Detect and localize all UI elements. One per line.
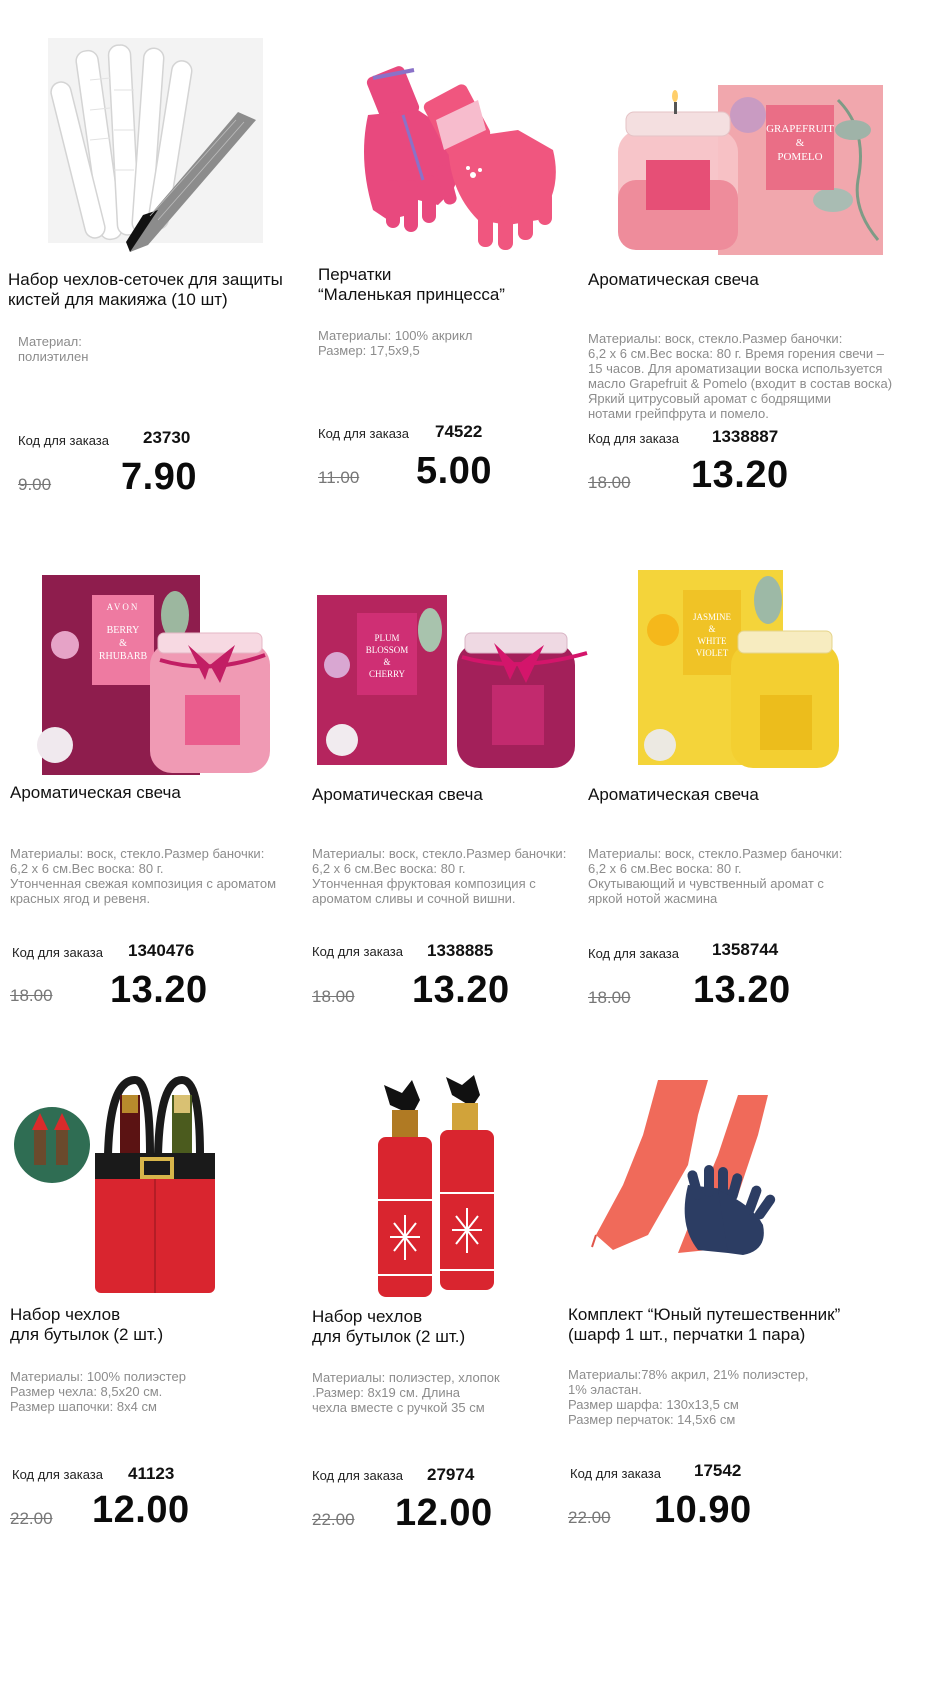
product-description: Материалы: полиэстер, хлопок .Размер: 8х19 см. Длина чехла вместе с ручкой 35 см: [312, 1370, 500, 1415]
knit-bottle-covers-image: [312, 1075, 612, 1315]
product-card[interactable]: [8, 20, 308, 520]
svg-text:RHUBARB: RHUBARB: [98, 651, 148, 662]
svg-text:&: &: [383, 657, 391, 667]
product-description: Материалы: воск, стекло.Размер баночки: 6,2 х 6 см.Вес воска: 80 г. Окутывающий и чувственный аромат с яркой нотой жасмина: [588, 846, 843, 906]
svg-text:VIOLET: VIOLET: [695, 648, 729, 658]
order-code: 1338887: [712, 427, 779, 446]
product-card[interactable]: [312, 555, 612, 1035]
product-title: Набор чехлов для бутылок (2 шт.): [312, 1307, 466, 1346]
order-code: 27974: [427, 1465, 475, 1484]
product-card[interactable]: [10, 1075, 310, 1635]
svg-text:BLOSSOM: BLOSSOM: [365, 645, 409, 655]
santa-bottle-bag-image: [10, 1075, 310, 1315]
scarf-gloves-set-image: [568, 1075, 928, 1315]
product-description: Материалы: 100% полиэстер Размер чехла: 8,5х20 см. Размер шапочки: 8х4 см: [10, 1369, 186, 1414]
order-code: 41123: [128, 1464, 175, 1483]
product-description: Материалы: воск, стекло.Размер баночки: 6,2 х 6 см.Вес воска: 80 г. Утонченная свежая композиция с ароматом красных ягод и ревеня.: [10, 846, 277, 906]
product-description: Материал: полиэтилен: [18, 334, 89, 364]
order-code-label: Код для заказа: [312, 944, 403, 959]
svg-text:PLUM: PLUM: [374, 633, 400, 643]
product-title: Перчатки “Маленькая принцесса”: [318, 265, 505, 304]
old-price: 18.00: [588, 988, 631, 1007]
svg-text:CHERRY: CHERRY: [368, 669, 406, 679]
order-code: 1338885: [427, 941, 494, 960]
product-title: Комплект “Юный путешественник” (шарф 1 шт., перчатки 1 пара): [568, 1305, 841, 1344]
product-card[interactable]: [318, 20, 618, 520]
svg-text:BERRY: BERRY: [106, 625, 140, 636]
price: 12.00: [92, 1489, 190, 1531]
candle-berry-image: [10, 555, 310, 795]
price: 7.90: [121, 456, 197, 498]
old-price: 22.00: [568, 1508, 611, 1527]
product-card[interactable]: [588, 555, 888, 1035]
price: 13.20: [412, 969, 510, 1011]
product-card[interactable]: [568, 1075, 928, 1635]
order-code: 74522: [435, 422, 483, 441]
product-title: Ароматическая свеча: [312, 785, 483, 804]
product-title: Набор чехлов-сеточек для защиты кистей для макияжа (10 шт): [8, 270, 283, 309]
product-card[interactable]: [312, 1075, 612, 1635]
order-code: 17542: [694, 1461, 742, 1480]
order-code-label: Код для заказа: [588, 431, 679, 446]
svg-text:GRAPEFRUIT: GRAPEFRUIT: [766, 123, 834, 135]
order-code-label: Код для заказа: [318, 426, 409, 441]
svg-text:&: &: [708, 624, 716, 634]
brush-mesh-covers-image: [8, 20, 308, 260]
old-price: 18.00: [10, 986, 53, 1005]
order-code-label: Код для заказа: [312, 1468, 403, 1483]
svg-text:AVON: AVON: [106, 602, 140, 612]
order-code-label: Код для заказа: [12, 945, 103, 960]
product-description: Материалы: воск, стекло.Размер баночки: 6,2 х 6 см.Вес воска: 80 г. Время горения свечи – 15 часов. Для ароматизации воска используется масло Grapefruit & Pomelo (входит в состав воска) Яркий цитрусовый аромат с бодрящими нотами грейпфрута и помело.: [588, 331, 893, 421]
price: 12.00: [395, 1492, 493, 1534]
svg-text:JASMINE: JASMINE: [692, 612, 732, 622]
order-code-label: Код для заказа: [588, 946, 679, 961]
svg-text:&: &: [119, 638, 127, 649]
old-price: 18.00: [588, 473, 631, 492]
pink-gloves-image: [318, 20, 618, 260]
product-description: Материалы:78% акрил, 21% полиэстер, 1% эластан. Размер шарфа: 130х13,5 см Размер перчаток: 14,5х6 см: [568, 1367, 809, 1427]
product-card[interactable]: [10, 555, 310, 1035]
svg-text:POMELO: POMELO: [777, 151, 823, 163]
price: 5.00: [416, 450, 492, 492]
svg-text:WHITE: WHITE: [697, 636, 727, 646]
old-price: 11.00: [318, 468, 360, 487]
old-price: 22.00: [10, 1509, 53, 1528]
price: 10.90: [654, 1489, 752, 1531]
order-code: 1358744: [712, 940, 779, 959]
candle-plum-image: [312, 555, 612, 795]
product-title: Ароматическая свеча: [588, 270, 759, 289]
product-description: Материалы: воск, стекло.Размер баночки: 6,2 х 6 см.Вес воска: 80 г. Утонченная фруктовая композиция с ароматом сливы и сочной вишни.: [312, 846, 567, 906]
order-code-label: Код для заказа: [18, 433, 109, 448]
old-price: 22.00: [312, 1510, 355, 1529]
order-code-label: Код для заказа: [12, 1467, 103, 1482]
order-code: 23730: [143, 428, 191, 447]
product-title: Ароматическая свеча: [10, 783, 181, 802]
svg-text:&: &: [795, 137, 805, 149]
candle-grapefruit-image: [588, 20, 928, 260]
product-title: Набор чехлов для бутылок (2 шт.): [10, 1305, 164, 1344]
price: 13.20: [110, 969, 208, 1011]
candle-jasmine-image: [588, 555, 888, 795]
product-card[interactable]: [588, 20, 928, 520]
price: 13.20: [691, 454, 789, 496]
price: 13.20: [693, 969, 791, 1011]
old-price: 18.00: [312, 987, 355, 1006]
product-description: Материалы: 100% акрикл Размер: 17,5х9,5: [318, 328, 473, 358]
order-code-label: Код для заказа: [570, 1466, 661, 1481]
order-code: 1340476: [128, 941, 195, 960]
old-price: 9.00: [18, 475, 52, 494]
product-title: Ароматическая свеча: [588, 785, 759, 804]
